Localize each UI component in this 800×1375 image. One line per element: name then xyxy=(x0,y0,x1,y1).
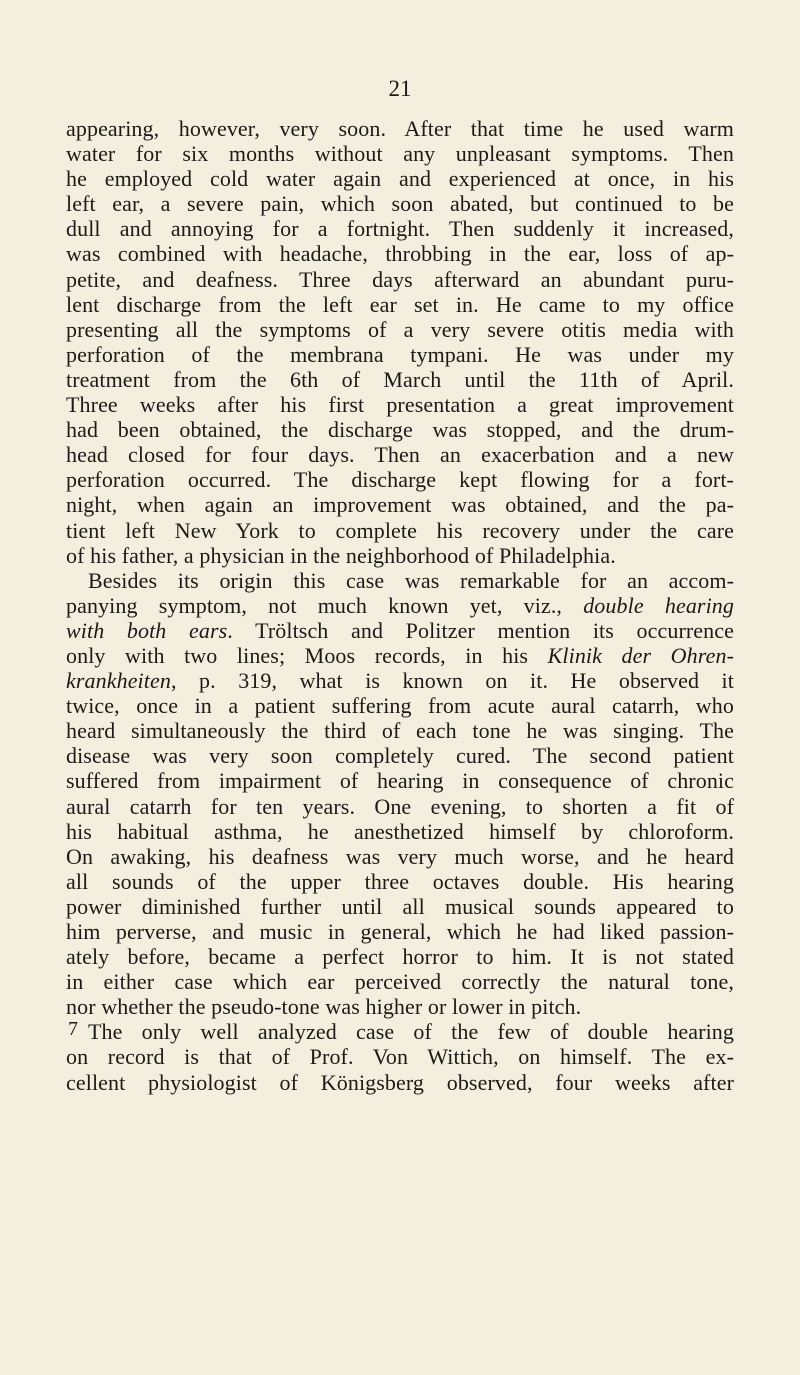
text-line xyxy=(66,693,734,718)
line-text: suffered from impairment of hearing in consequence of chronic xyxy=(66,768,734,794)
line-text: On awaking, his deafness was very much worse, and he heard xyxy=(66,843,734,869)
page-number: 21 xyxy=(388,76,412,101)
line-text: petite, and deafness. Three days afterward an abundant puru- xyxy=(66,266,734,292)
text-line xyxy=(66,392,734,417)
text-line xyxy=(66,442,734,467)
text-line xyxy=(66,191,734,216)
text-line xyxy=(66,643,734,668)
line-text: had been obtained, the discharge was stopped, and the drum- xyxy=(66,417,734,443)
line-text: head closed for four days. Then an exacerbation and a new xyxy=(66,442,734,468)
text-line xyxy=(66,518,734,543)
line-text: him perverse, and music in general, which he had liked passion- xyxy=(66,919,734,944)
line-text: . Tröltsch and Politzer mention its occurrence xyxy=(227,617,734,643)
line-text: night, when again an improvement was obtained, and the pa- xyxy=(66,492,734,518)
body-text xyxy=(66,116,734,1095)
text-line xyxy=(66,141,734,166)
line-text: treatment from the 6th of March until the 11th of April. xyxy=(66,366,734,392)
text-line xyxy=(66,768,734,793)
italic-text: with both ears xyxy=(66,617,228,643)
text-line xyxy=(66,166,734,191)
text-line xyxy=(66,417,734,442)
text-line xyxy=(66,894,734,919)
line-text: perforation occurred. The discharge kept flowing for a fort- xyxy=(66,467,734,493)
line-text: Besides its origin this case was remarkable for an accom- xyxy=(88,567,734,593)
line-text: twice, once in a patient suffering from acute aural catarrh, who xyxy=(66,693,734,719)
text-line xyxy=(66,267,734,292)
line-text: heard simultaneously the third of each tone he was singing. The xyxy=(66,718,734,744)
text-line xyxy=(66,342,734,367)
text-line xyxy=(66,969,734,994)
line-text: panying symptom, not much known yet, viz., xyxy=(66,592,584,618)
text-line xyxy=(66,794,734,819)
text-line xyxy=(66,743,734,768)
text-line xyxy=(66,593,734,618)
line-text: only with two lines; Moos records, in his xyxy=(66,642,548,668)
line-text: disease was very soon completely cured. The second patient xyxy=(66,743,734,769)
line-text: power diminished further until all musical sounds appeared to xyxy=(66,893,734,919)
line-text: on record is that of Prof. Von Wittich, on himself. The ex- xyxy=(66,1044,734,1070)
line-text: Three weeks after his first presentation a great improvement xyxy=(66,392,734,418)
text-line xyxy=(66,718,734,743)
text-line xyxy=(66,241,734,266)
line-text: lent discharge from the left ear set in. He came to my office xyxy=(66,291,734,317)
italic-text: double hearing xyxy=(583,592,734,618)
text-line xyxy=(66,292,734,317)
text-line xyxy=(66,317,734,342)
line-text: The only well analyzed case of the few of double hearing xyxy=(88,1019,734,1045)
text-line xyxy=(66,1070,734,1095)
line-text: nor whether the pseudo-tone was higher or lower in pitch. xyxy=(66,994,582,1020)
line-text: , p. 319, what is known on it. He observed it xyxy=(170,668,734,694)
text-line xyxy=(66,919,734,944)
text-line xyxy=(66,116,734,141)
line-text: ately before, became a perfect horror to him. It is not stated xyxy=(66,944,734,970)
text-line xyxy=(66,1044,734,1069)
text-line xyxy=(66,618,734,643)
text-line xyxy=(66,994,734,1019)
text-line xyxy=(66,844,734,869)
text-line xyxy=(66,216,734,241)
text-line xyxy=(66,568,734,593)
line-text: all sounds of the upper three octaves double. His hearing xyxy=(66,868,734,894)
line-text: aural catarrh for ten years. One evening, to shorten a fit of xyxy=(66,793,734,819)
line-text: water for six months without any unpleasant symptoms. Then xyxy=(66,141,734,167)
text-line xyxy=(66,819,734,844)
text-line xyxy=(66,492,734,517)
line-text: of his father, a physician in the neighborhood of Philadelphia. xyxy=(66,542,616,568)
text-line xyxy=(66,543,734,568)
text-line xyxy=(66,668,734,693)
text-line xyxy=(66,367,734,392)
line-text: tient left New York to complete his recovery under the care xyxy=(66,517,734,543)
text-line xyxy=(66,1019,734,1044)
italic-text: krankheiten xyxy=(66,668,171,694)
italic-text: Klinik der Ohren- xyxy=(547,642,734,668)
line-text: was combined with headache, throbbing in the ear, loss of ap- xyxy=(66,241,734,267)
line-text: presenting all the symptoms of a very severe otitis media with xyxy=(66,316,734,342)
line-text: in either case which ear perceived correctly the natural tone, xyxy=(66,969,734,995)
line-text: his habitual asthma, he anesthetized himself by chloroform. xyxy=(66,818,734,844)
line-text: perforation of the membrana tympani. He was under my xyxy=(66,341,734,367)
line-text: cellent physiologist of Königsberg observed, four weeks after xyxy=(66,1069,734,1095)
text-line xyxy=(66,869,734,894)
line-text: appearing, however, very soon. After that time he used warm xyxy=(66,116,734,141)
line-text: left ear, a severe pain, which soon abated, but continued to be xyxy=(66,191,734,217)
signature-mark: 7 xyxy=(68,1018,78,1040)
line-text: dull and annoying for a fortnight. Then suddenly it increased, xyxy=(66,216,734,242)
line-text: he employed cold water again and experienced at once, in his xyxy=(66,166,734,192)
text-line xyxy=(66,944,734,969)
text-line xyxy=(66,467,734,492)
